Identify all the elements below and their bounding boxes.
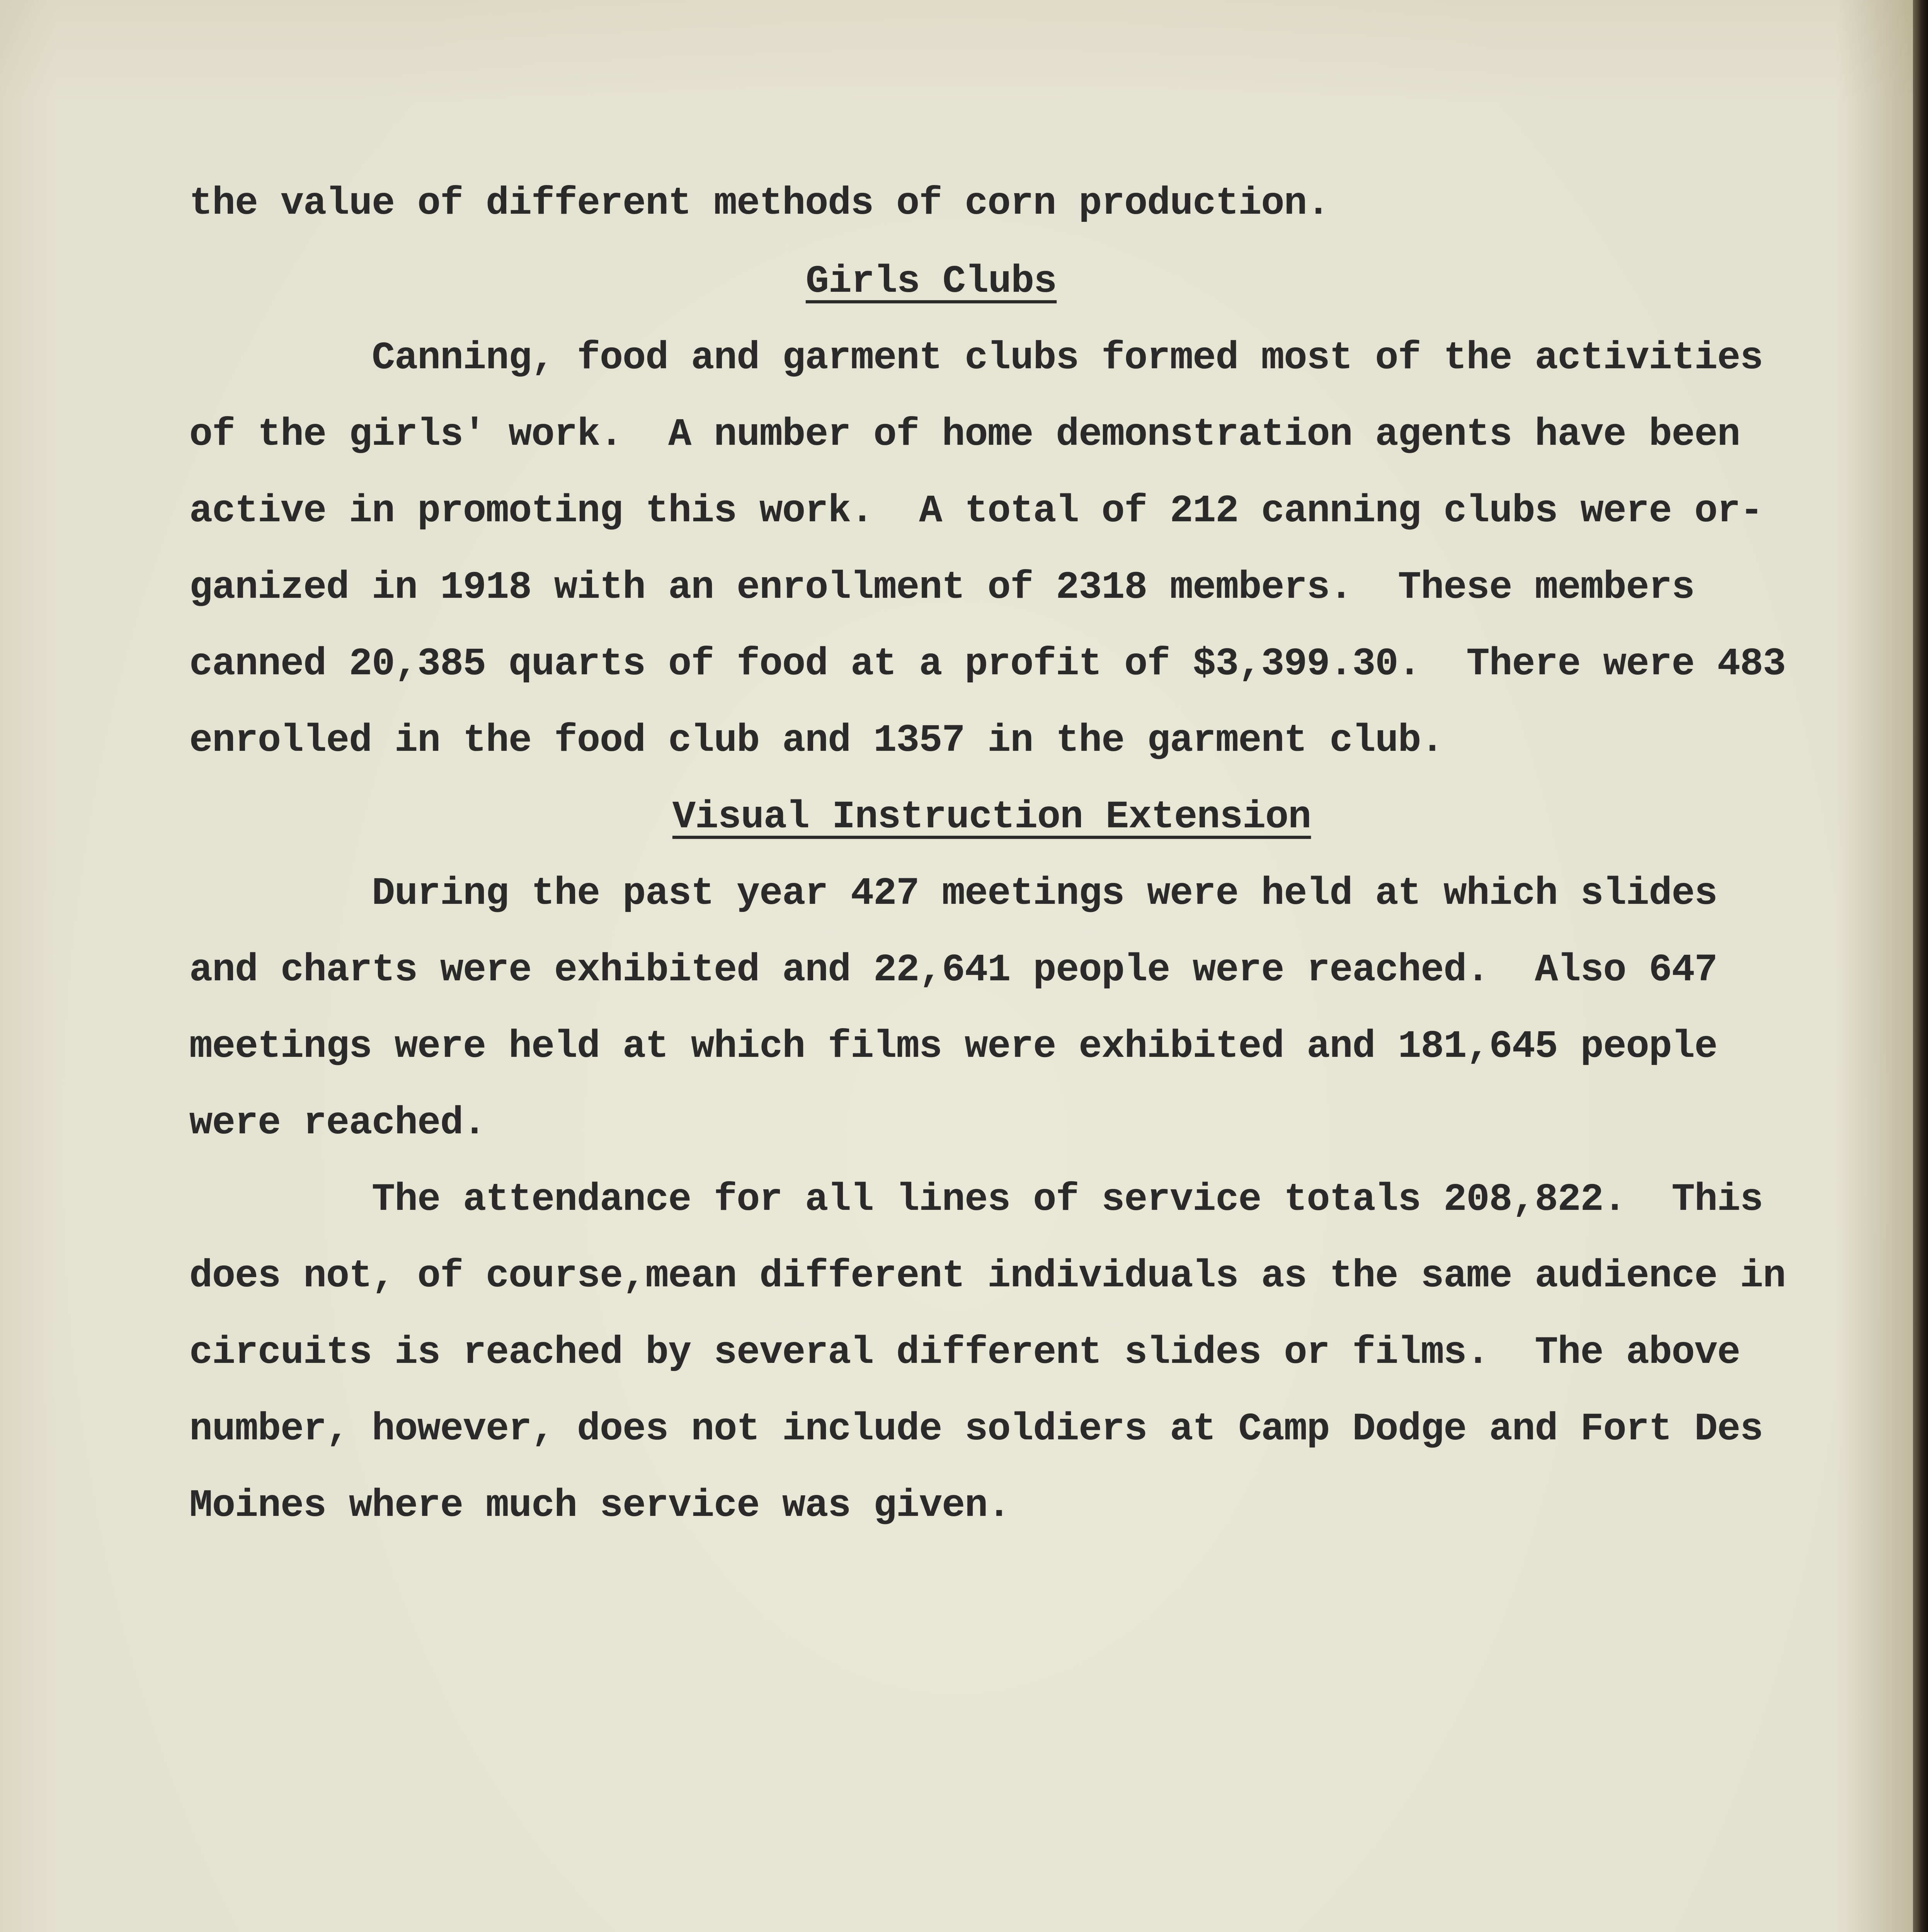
attendance-line-2: does not, of course,mean different individuals as the same audience in	[189, 1255, 1786, 1298]
attendance-line-4: number, however, does not include soldiers at Camp Dodge and Fort Des	[189, 1408, 1763, 1451]
girls-clubs-line-1: Canning, food and garment clubs formed most of the activities	[189, 337, 1763, 380]
girls-clubs-line-3: active in promoting this work. A total of 212 canning clubs were or-	[189, 490, 1763, 533]
section-heading-visual-instruction: Visual Instruction Extension	[672, 796, 1311, 839]
intro-line: the value of different methods of corn production.	[189, 182, 1330, 226]
visual-instruction-line-2: and charts were exhibited and 22,641 people were reached. Also 647	[189, 949, 1717, 992]
visual-instruction-line-4: were reached.	[189, 1102, 486, 1145]
visual-instruction-line-3: meetings were held at which films were exhibited and 181,645 people	[189, 1025, 1717, 1069]
girls-clubs-line-6: enrolled in the food club and 1357 in the garment club.	[189, 719, 1444, 763]
attendance-line-3: circuits is reached by several different slides or films. The above	[189, 1331, 1740, 1375]
page-edge-shadow	[1913, 0, 1928, 1932]
girls-clubs-line-4: ganized in 1918 with an enrollment of 2318 members. These members	[189, 566, 1695, 610]
visual-instruction-line-1: During the past year 427 meetings were held at which slides	[189, 872, 1717, 916]
attendance-line-1: The attendance for all lines of service totals 208,822. This	[189, 1178, 1763, 1222]
girls-clubs-line-5: canned 20,385 quarts of food at a profit of $3,399.30. There were 483	[189, 643, 1786, 686]
attendance-line-5: Moines where much service was given.	[189, 1484, 1011, 1528]
girls-clubs-line-2: of the girls' work. A number of home demonstration agents have been	[189, 413, 1740, 457]
section-heading-girls-clubs: Girls Clubs	[806, 260, 1057, 304]
